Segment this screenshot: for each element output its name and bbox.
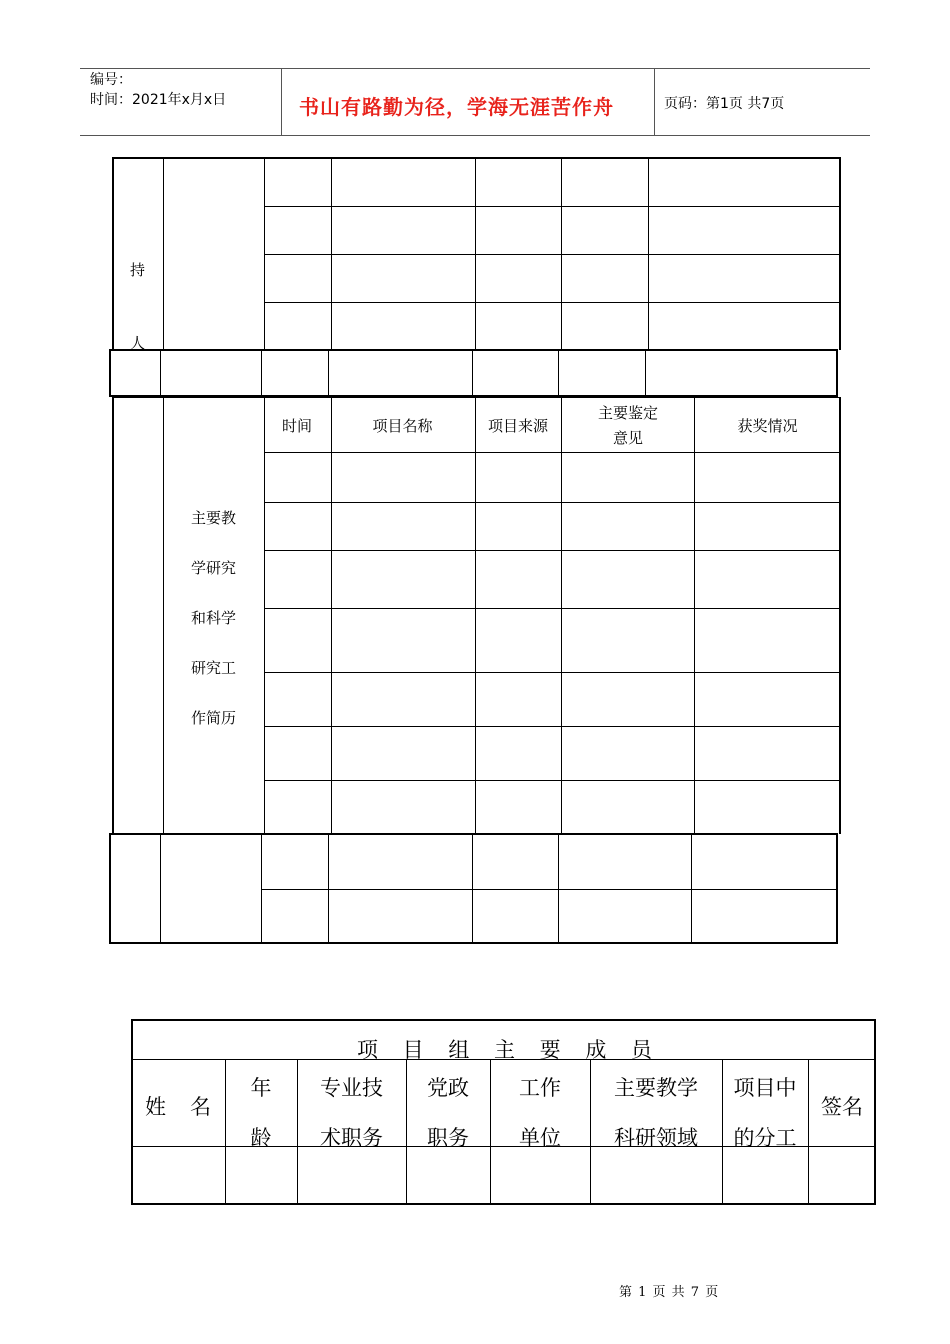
section-label-line: 研究工: [190, 659, 236, 677]
document-number-label: 编号：: [90, 72, 132, 88]
resume-table-gap-row: [109, 349, 838, 397]
col-header-project-name: 项目名称: [372, 416, 433, 435]
col-header-party-1: 党政: [427, 1076, 469, 1100]
side-label-ren: 人: [130, 334, 146, 349]
resume-table-bottom: [109, 833, 838, 944]
col-header-party-2: 职务: [427, 1126, 469, 1150]
header-divider-right: [654, 68, 655, 135]
section-label-line: 学研究: [190, 559, 236, 577]
col-header-age-1: 年: [250, 1076, 272, 1100]
header-page-code: 页码：第1页 共7页: [664, 96, 785, 112]
col-header-unit-2: 单位: [519, 1126, 561, 1150]
col-header-field-2: 科研领域: [614, 1126, 698, 1150]
col-header-appraisal-line2: 意见: [612, 429, 643, 447]
header-divider-left: [281, 68, 282, 135]
section-label-line: 作简历: [190, 709, 236, 727]
header-motto: 书山有路勤为径，学海无涯苦作舟: [299, 95, 614, 119]
col-header-role-2: 的分工: [733, 1126, 797, 1150]
header-bottom-rule: [80, 135, 870, 136]
members-table-title: 项 目 组 主 要 成 员: [356, 1038, 653, 1062]
document-date-label: 时间：2021年x月x日: [90, 92, 227, 108]
section-label-line: 和科学: [190, 609, 236, 627]
col-header-time: 时间: [281, 416, 312, 435]
col-header-title-1: 专业技: [320, 1076, 383, 1100]
resume-table-top: [112, 157, 841, 350]
col-header-awards: 获奖情况: [737, 416, 798, 435]
col-header-role-1: 项目中: [733, 1076, 797, 1100]
col-header-field-1: 主要教学: [614, 1076, 698, 1100]
col-header-signature: 签名: [821, 1095, 863, 1119]
page-footer: 第 1 页 共 7 页: [619, 1285, 720, 1300]
col-header-appraisal-line1: 主要鉴定: [597, 404, 658, 422]
col-header-age-2: 龄: [250, 1126, 272, 1150]
header-top-rule: [80, 68, 870, 69]
col-header-title-2: 术职务: [320, 1126, 383, 1150]
col-header-unit-1: 工作: [519, 1076, 561, 1100]
section-label-line: 主要教: [190, 509, 236, 527]
col-header-project-source: 项目来源: [487, 416, 548, 435]
side-label-chi: 持: [130, 261, 146, 279]
col-header-name-1: 姓: [145, 1095, 166, 1119]
col-header-name-2: 名: [190, 1095, 211, 1119]
section-label-research-resume: [163, 493, 264, 743]
